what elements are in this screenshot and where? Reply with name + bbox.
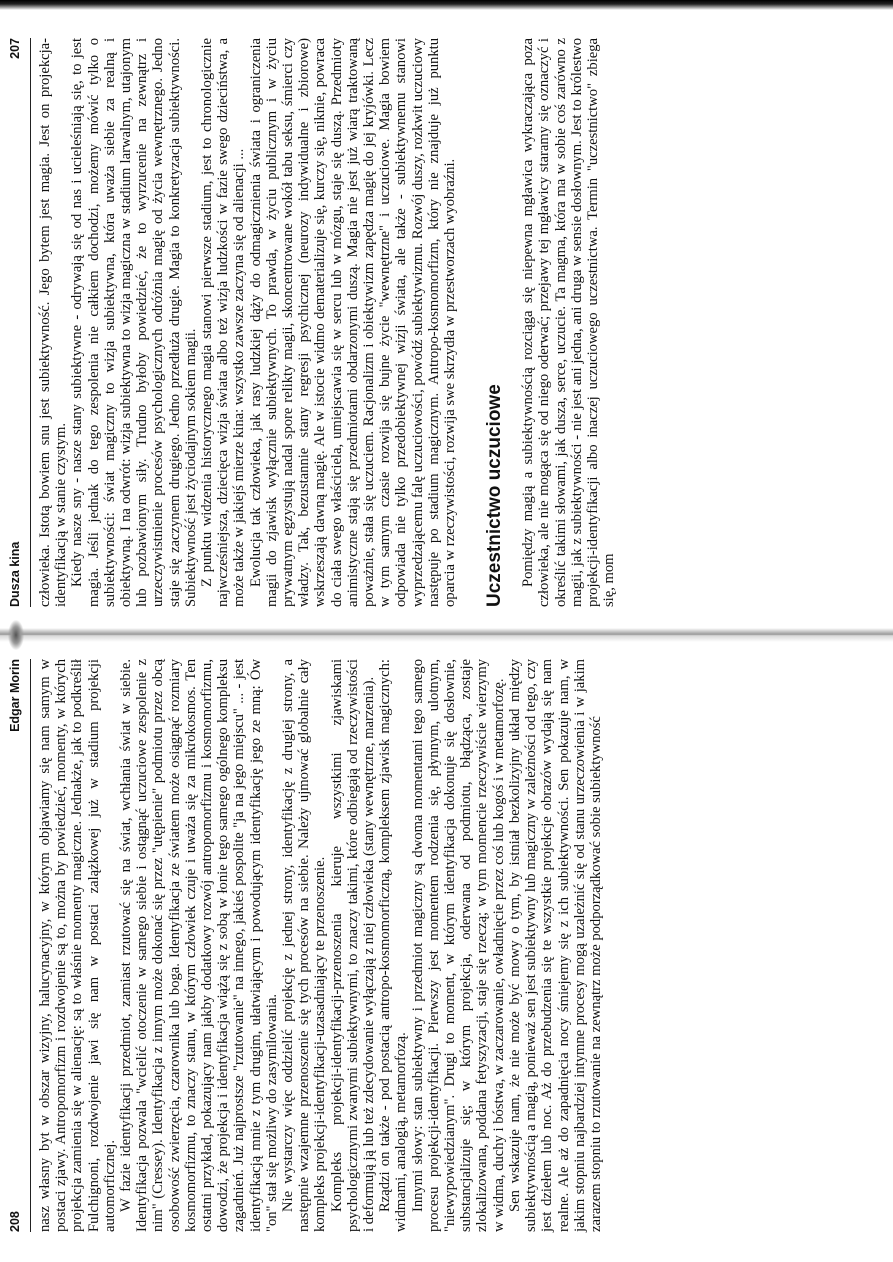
- right-running-head-title: Dusza kina: [8, 541, 22, 607]
- paragraph: Ewolucja tak człowieka, jak rasy ludzkiej dąży do odmagicznienia świata i ograniczenia magii do zjawisk wyłącznie subiektywnych. To prawda, w życiu publicznym i w życiu prywatnym egzystują nadal spore relikty magii, skoncentrowane wokół tabu seksu, śmierci czy władzy. Tak, bezustannie stany regresji psychicznej (neurozy indywidualne i zbiorowe) wskrzeszają dawną magię. Ale w istocie widmo dematerializuje się, kurczy się, niknie, powraca do ciała swego właściciela, umiejscawia się w sercu lub w mózgu, staje się duszą. Przedmioty animistyczne stają się przedmiotami obdarzonymi duszą. Magia nie jest już wiarą traktowaną poważnie, stała się uczuciem. Racjonalizm i obiektywizm zapędza magię do jej kryjówki. Lecz w tym samym czasie rozwija się bujne życie "wewnętrzne" i uczuciowe. Magia bowiem odpowiada nie tylko przedobiektywnej wizji świata, ale także - subiektywnemu stanowi wyprzedzającemu falę uczuciowości, powódź subiektywizmu. Rozwój duszy, rozkwit uczuciowy następuje po stadium magicznym. Antropo-kosmomorfizm, który nie znajduje już punktu oparcia w rzeczywistości, rozwija swe skrzydła w przestworzach wyobraźni.: [247, 38, 459, 607]
- left-page-text: [37, 659, 604, 1232]
- left-page-number: 208: [8, 1211, 22, 1232]
- paragraph: Nie wystarczy więc oddzielić projekcję z jednej strony, identyfikację z drugiej strony, a następnie wzajemne przenoszenie się tych procesów na siebie. Należy ujmować globalnie cały kompleks projekcji-identyfikacji-uzasadniający te przenoszenie.: [280, 659, 329, 1232]
- left-running-head: [8, 659, 31, 1232]
- paragraph: Rządzi on także - pod postacią antropo-kosmomorficzną, kompleksem zjawisk magicznych: widmami, analogią, metamorfozą.: [377, 659, 410, 1232]
- paragraph: Pomiędzy magią a subiektywnością rozciąga się niepewna mgławica wykraczająca poza człowieka, ale nie mogąca się od niego oderwać; przejawy tej mgławicy staramy się oznaczyć i określić takimi słowami, jak dusza, serce, uczucie. Ta magma, która ma w sobie coś zarówno z magii, jak z subiektywności - nie jest ani jedna, ani druga w sensie dosłownym. Jest to królestwo projekcji-identyfikacji albo inaczej uczuciowego uczestnictwa. Termin "uczestnictwo" zbiega się, mom: [520, 38, 618, 607]
- paragraph: człowieka. Istotą bowiem snu jest subiektywność. Jego bytem jest magia. Jest on projekcja-identyfikacją w stanie czystym.: [37, 38, 70, 607]
- paragraph: Kompleks projekcji-identyfikacji-przenoszenia kieruje wszystkimi zjawiskami psychologicznymi zwanymi subiektywnymi, to znaczy takimi, które odbiegają od rzeczywistości i deformują ją lub też zdecydowanie wyłączają z niej człowieka (stany wewnętrzne, marzenia).: [328, 659, 378, 1232]
- right-running-head: [8, 38, 31, 607]
- paragraph: Sen wskazuje nam, że nie może być mowy o tym, by istniał bezkolizyjny układ między subiektywnością a magią, ponieważ sen jest subiektywny lub magiczny w zależności od tego, czy jest dziełem lub noc. Aż do przebudzenia się te wszystkie projekcje obrazów wydają się nam realne. Ale aż do zapadnięcia nocy śmiejemy się z ich subiektywności. Sen pokazuje nam, w jakim stopniu najbardziej intymne procesy mogą uzależnić się od stanu urzeczowienia i w jakim zarazem stopniu to rzutowanie na zewnątrz może podporządkować sobie subiektywność: [506, 659, 604, 1232]
- paragraph: Innymi słowy: stan subiektywny i przedmiot magiczny są dwoma momentami tego samego procesu projekcji-identyfikacji. Pierwszy jest momentem rodzenia się, płynnym, ulotnym, "niewypowiedzianym". Drugi to moment, w którym identyfikacja dokonuje się dosłownie, substancjalizuje się; w którym projekcja, oderwana od podmiotu, błądząca, zostaje zlokalizowana, poddana fetyszyzacji, staje się rzeczą; w tym momencie rzeczywiście wierzymy w widma, duchy i bóstwa, w zaczarowanie, owładnięcie przez coś lub kogoś i w metamorfozę.: [409, 659, 507, 1232]
- right-page-text: [37, 38, 618, 607]
- paragraph: W fazie identyfikacji przedmiot, zamiast rzutować się na świat, wchłania świat w siebie. Identyfikacja pozwala "wcielić otoczenie w samego siebie i ostągnąć uczuciowe zespolenie z nim" (Cressey). Identyfikacja z innym może dokonać się przez "utępienie" podmiotu przez obcą osobowość zwierzęcia, czarownika lub boga. Identyfikacja ze światem może osiągnąć rozmiary kosmomorfizmu, to znaczy stanu, w którym człowiek czuje i uważa się za mikrokosmos. Ten ostatni przykład, pokazujący nam jakby dodatkowy rozwój antropomorfizmu i kosmomorfizmu, dowodzi, że projekcja i identyfikacja wiążą się z sobą w łonie tego samego ogólnego kompleksu zagadnień. Już najprostsze "rzutowanie" na innego, jakieś pospolite "ja na jego miejscu" ... - jest identyfikacją mnie z tym drugim, ułatwiającym i powodującym identyfikację jego ze mną: Ów "on" stał się możliwy do zasymilowania.: [118, 659, 280, 1232]
- paragraph: Kiedy nasze sny - nasze stany subiektywne - odrywają się od nas i ucieleśniają się, to jest magia. Jeśli jednak do tego zespolenia nie całkiem dochodzi, możemy mówić tylko o subiektywności: świat magiczny to wizja subiektywna, która uważa siebie za realną i obiektywną. I na odwrót: wizja subiektywna to wizja magiczna w stadium larwalnym, utajonym lub pozbawionym siły. Trudno byłoby powiedzieć, że to wyrzucenie na zewnątrz i urzeczywistnienie procesów psychologicznych odróżnia magię od życia wewnętrznego. Jedno staje się zaczynem drugiego. Jedno przedłuża drugie. Magia to konkretyzacja subiektywności. Subiektywność jest życiodajnym sokiem magii.: [69, 38, 199, 607]
- left-page: [0, 637, 893, 1262]
- section-title: Uczestnictwo uczuciowe: [484, 384, 506, 607]
- left-running-head-title: Edgar Morin: [8, 659, 22, 732]
- right-page-number: 207: [8, 38, 22, 59]
- scan-edge-shadow: [0, 0, 893, 10]
- paragraph: nasz własny byt w obszar wizyjny, halucynacyjny, w którym objawiamy się nam samym w postaci zjawy. Antropomorfizm i rozdwojenie są to, można by powiedzieć, momenty, w których projekcja zamienia się w alienację: są to właśnie momenty magiczne. Jednakże, jak to podkreślił Fulchignoni, rozdwojenie jawi się nam w postaci zalążkowej już w stadium projekcji automorficznej.: [37, 659, 118, 1232]
- paragraph: Z punktu widzenia historycznego magia stanowi pierwsze stadium, jest to chronologicznie najwcześniejsza, dziecięca wizja świata albo też wizja ludzkości w fazie swego dzieciństwa, a może także w jakiejś mierze kina: wszystko zawsze zaczyna się od alienacji ...: [199, 38, 248, 607]
